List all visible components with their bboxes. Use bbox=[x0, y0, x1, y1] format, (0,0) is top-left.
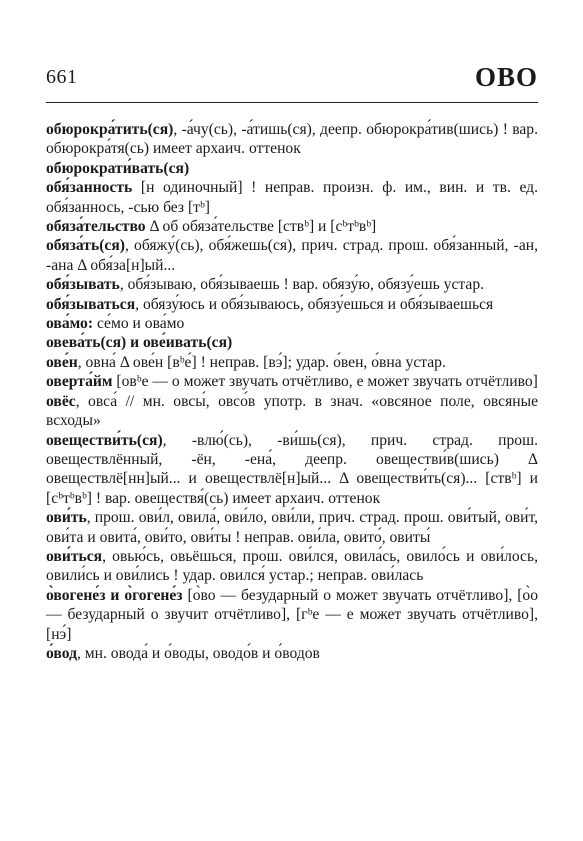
entry-headword: ови́ться bbox=[46, 547, 103, 565]
entry-text: [о̀во — безударный о может звучать отчётливо], [о̀о — безударный о звучит отчётливо], [гᵇе — е может звучать отчётливо], [нэ́] bbox=[46, 586, 538, 643]
entry-text: , прош. ови́л, овила́, ови́ло, ови́ли, прич. страд. прош. ови́тый, ови́т, ови́та и овита́, ови́то, ови́ты ! неправ. ови́ла, овито́, овиты́ bbox=[46, 509, 538, 546]
dictionary-entry bbox=[46, 644, 538, 663]
dictionary-entry bbox=[46, 431, 538, 509]
entry-headword: обя́зывать bbox=[46, 276, 120, 294]
page-number: 661 bbox=[46, 66, 78, 88]
entry-headword: ова́мо: bbox=[46, 315, 94, 333]
page-header bbox=[46, 62, 538, 98]
entry-text: [овᵇе — о может звучать отчётливо, е может звучать отчётливо] bbox=[112, 373, 538, 391]
entry-headword: ове́н bbox=[46, 353, 78, 371]
entry-headword: обюрокра́тить(ся) bbox=[46, 121, 174, 138]
dictionary-entry bbox=[46, 159, 538, 178]
entry-text: , обя́зываю, обя́зываешь ! вар. обязу́ю, обязу́ешь устар. bbox=[119, 276, 485, 294]
entry-text: , мн. овода́ и о́воды, оводо́в и о́водов bbox=[76, 644, 320, 662]
entry-text: , обяжу́(сь), обя́жешь(ся), прич. страд. прош. обя́занный, -ан, -ана Δ обя́за[н]ый... bbox=[46, 237, 538, 274]
entry-headword: обя́зываться bbox=[46, 295, 136, 313]
entry-text: , обязу́юсь и обя́зываюсь, обязу́ешься и обя́зываешься bbox=[135, 295, 494, 313]
dictionary-entry bbox=[46, 508, 538, 547]
entry-text: , овью́сь, овьёшься, прош. ови́лся, овила́сь, овило́сь и ови́лось, овили́сь и ови́лись ! удар. овился́ устар.; неправ. ови́лась bbox=[46, 547, 538, 585]
entry-headword: овева́ть(ся) и ове́ивать(ся) bbox=[46, 334, 233, 352]
dictionary-entry bbox=[46, 314, 538, 333]
entry-text: , -влю́(сь), -ви́шь(ся), прич. страд. прош. овеществлённый, -ён, -ена́, деепр. овеществи́в(шись) Δ овеществлё[нн]ый... и овеществлё[н]ый... Δ овеществи́ть(ся)... [ствᵇ] и [сᵇтᵇвᵇ] ! вар. овеществя́(сь) имеет архаич. оттенок bbox=[46, 431, 538, 507]
entry-headword: овёс bbox=[46, 392, 76, 410]
entry-headword: обюрократи́вать(ся) bbox=[46, 159, 190, 177]
dictionary-entry bbox=[46, 372, 538, 391]
entry-text: , -а́чу(сь), -а́тишь(ся), деепр. обюрокра́тив(шись) ! вар. обюрокра́тя(сь) имеет архаич. оттенок bbox=[46, 121, 538, 158]
dictionary-entry bbox=[46, 295, 538, 314]
dictionary-entry bbox=[46, 217, 538, 236]
running-head: ОВО bbox=[474, 62, 538, 92]
entry-text: , овса́ // мн. овсы́, овсо́в употр. в знач. «овсяное поле, овсяные всходы» bbox=[46, 392, 538, 430]
entry-text: Δ об обяза́тельстве [ствᵇ] и [сᵇтᵇвᵇ] bbox=[145, 218, 377, 236]
entry-text: , овна́ Δ ове́н [вᵇе́] ! неправ. [вэ́]; удар. о́вен, о́вна устар. bbox=[77, 353, 446, 371]
dictionary-entry bbox=[46, 586, 538, 644]
entry-headword: о̀вогене́з и о̀гогене́з bbox=[46, 586, 183, 604]
dictionary-entry bbox=[46, 353, 538, 372]
entry-headword: обяза́тельство bbox=[46, 218, 146, 236]
entry-headword: о́вод bbox=[46, 644, 77, 662]
entry-text: се́мо и ова́мо bbox=[93, 315, 185, 333]
entry-headword: оверта́йм bbox=[46, 373, 113, 391]
entry-list bbox=[46, 120, 538, 663]
entry-text: [н одиночный] ! неправ. произн. ф. им., вин. и тв. ед. обя́заннось, -сью без [тᵇ] bbox=[46, 179, 538, 216]
entry-headword: овеществи́ть(ся) bbox=[46, 431, 163, 449]
dictionary-entry bbox=[46, 333, 538, 352]
dictionary-entry bbox=[46, 275, 538, 294]
entry-headword: обяза́ть(ся) bbox=[46, 237, 125, 255]
dictionary-entry bbox=[46, 547, 538, 586]
entry-headword: обя́занность bbox=[46, 179, 133, 197]
header-rule bbox=[46, 102, 538, 103]
dictionary-entry bbox=[46, 392, 538, 431]
dictionary-entry bbox=[46, 236, 538, 275]
dictionary-entry bbox=[46, 178, 538, 217]
entry-headword: ови́ть bbox=[46, 509, 87, 527]
dictionary-entry bbox=[46, 120, 538, 159]
